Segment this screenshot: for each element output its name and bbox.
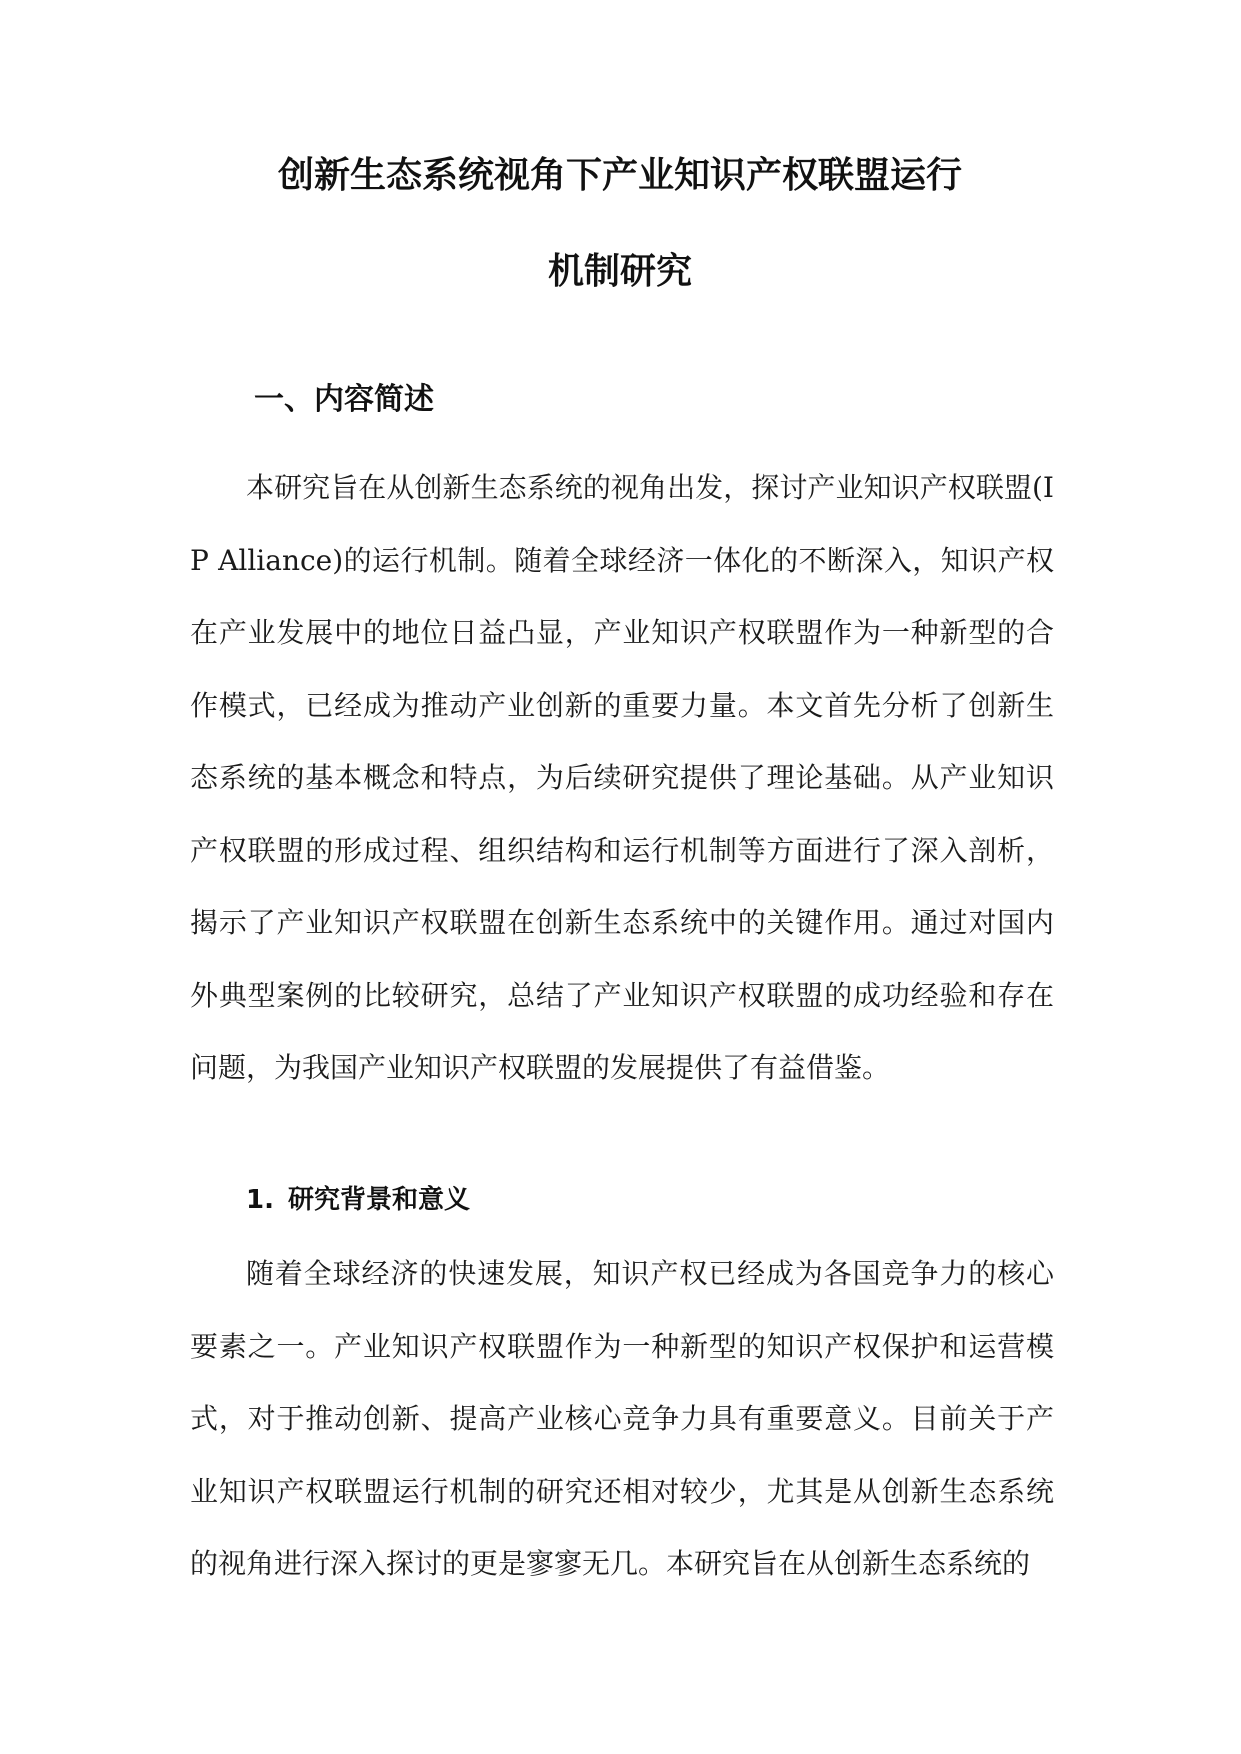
subsection-paragraph-background: 随着全球经济的快速发展，知识产权已经成为各国竞争力的核心要素之一。产业知识产权联盟作为一种新型的知识产权保护和运营模式，对于推动创新、提高产业核心竞争力具有重要意义。目前关于产业知识产权联盟运行机制的研究还相对较少，尤其是从创新生态系统的视角进行深入探讨的更是寥寥无几。本研究旨在从创新生态系统的 bbox=[190, 1257, 1054, 1580]
subsection-heading-background bbox=[246, 1180, 470, 1220]
section-paragraph-content-summary: 本研究旨在从创新生态系统的视角出发，探讨产业知识产权联盟(IP Alliance)的运行机制。随着全球经济一体化的不断深入，知识产权在产业发展中的地位日益凸显，产业知识产权联盟作为一种新型的合作模式，已经成为推动产业创新的重要力量。本文首先分析了创新生态系统的基本概念和特点，为后续研究提供了理论基础。从产业知识产权联盟的形成过程、组织结构和运行机制等方面进行了深入剖析，揭示了产业知识产权联盟在创新生态系统中的关键作用。通过对国内外典型案例的比较研究，总结了产业知识产权联盟的成功经验和存在问题，为我国产业知识产权联盟的发展提供了有益借鉴。 bbox=[190, 471, 1054, 1084]
subsection-number: 1. bbox=[246, 1185, 274, 1215]
subsection-title: 研究背景和意义 bbox=[287, 1185, 470, 1215]
document-title-line-2: 机制研究 bbox=[547, 251, 692, 292]
section-heading-content-summary: 一、内容简述 bbox=[254, 382, 434, 417]
document-title-line-1: 创新生态系统视角下产业知识产权联盟运行 bbox=[277, 155, 962, 196]
